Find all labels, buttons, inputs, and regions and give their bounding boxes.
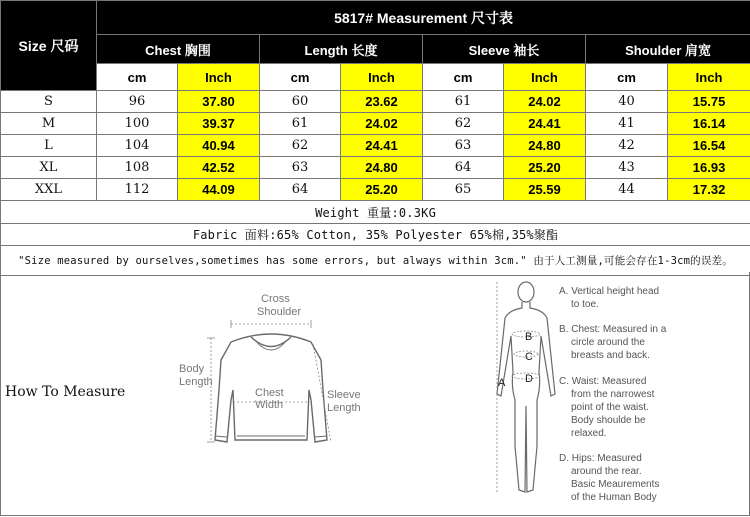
value-cell: 64 xyxy=(260,179,341,201)
note-d-line-2: around the rear. xyxy=(571,466,642,477)
group-shoulder: Shoulder 肩宽 xyxy=(586,35,750,64)
group-sleeve: Sleeve 袖长 xyxy=(423,35,586,64)
unit-inch: Inch xyxy=(504,64,586,91)
body-figure xyxy=(497,282,555,492)
value-cell: 65 xyxy=(423,179,504,201)
table-row xyxy=(1,157,750,179)
note-c-line-4: Body shoulde be xyxy=(571,415,646,426)
note-c-line-1: C. Waist: Measured xyxy=(559,376,647,387)
value-cell: 62 xyxy=(423,113,504,135)
unit-cm: cm xyxy=(586,64,668,91)
unit-cm: cm xyxy=(97,64,178,91)
size-cell: M xyxy=(1,113,97,135)
cross-shoulder-label-1: Cross xyxy=(261,293,290,305)
note-d-line-1: D. Hips: Measured xyxy=(559,453,642,464)
note-d-line-3: Basic Meaurements xyxy=(571,479,660,490)
value-cell: 44 xyxy=(586,179,668,201)
how-to-measure-label: How To Measure xyxy=(5,384,126,400)
size-header: Size 尺码 xyxy=(1,1,97,91)
cross-shoulder-label-2: Shoulder xyxy=(257,306,302,318)
note-b-line-2: circle around the xyxy=(571,337,645,348)
body-length-label-2: Length xyxy=(179,376,213,388)
value-cell: 25.20 xyxy=(341,179,423,201)
value-cell: 40.94 xyxy=(178,135,260,157)
value-cell: 41 xyxy=(586,113,668,135)
body-length-label-1: Body xyxy=(179,363,205,375)
value-cell: 40 xyxy=(586,91,668,113)
value-cell: 16.14 xyxy=(668,113,750,135)
value-cell: 23.62 xyxy=(341,91,423,113)
value-cell: 96 xyxy=(97,91,178,113)
marker-c: C xyxy=(525,351,533,363)
note-d-line-4: of the Human Body xyxy=(571,492,657,503)
value-cell: 25.59 xyxy=(504,179,586,201)
chest-width-label-2: Width xyxy=(255,399,284,411)
value-cell: 42 xyxy=(586,135,668,157)
note-a-line-2: to toe. xyxy=(571,299,599,310)
group-chest: Chest 胸围 xyxy=(97,35,260,64)
unit-inch: Inch xyxy=(341,64,423,91)
size-cell: S xyxy=(1,91,97,113)
value-cell: 61 xyxy=(260,113,341,135)
note-c-line-5: relaxed. xyxy=(571,428,607,439)
value-cell: 100 xyxy=(97,113,178,135)
value-cell: 24.80 xyxy=(504,135,586,157)
value-cell: 44.09 xyxy=(178,179,260,201)
value-cell: 15.75 xyxy=(668,91,750,113)
value-cell: 24.41 xyxy=(504,113,586,135)
group-length: Length 长度 xyxy=(260,35,423,64)
note-c-line-2: from the narrowest xyxy=(571,389,655,400)
note-c-line-3: point of the waist. xyxy=(571,402,649,413)
note-a-line-1: A. Vertical height head xyxy=(559,286,660,297)
sweater-diagram xyxy=(171,290,371,460)
size-cell: L xyxy=(1,135,97,157)
table-row xyxy=(1,135,750,157)
value-cell: 63 xyxy=(423,135,504,157)
value-cell: 108 xyxy=(97,157,178,179)
value-cell: 24.80 xyxy=(341,157,423,179)
unit-inch: Inch xyxy=(668,64,750,91)
size-cell: XL xyxy=(1,157,97,179)
size-cell: XXL xyxy=(1,179,97,201)
value-cell: 24.02 xyxy=(341,113,423,135)
disclaimer-note: "Size measured by ourselves,sometimes has some errors, but always within 3cm." 由于人工测量,可能会存在1-3cm的误差。 xyxy=(1,246,750,276)
unit-inch: Inch xyxy=(178,64,260,91)
marker-d: D xyxy=(525,373,533,385)
sleeve-length-label-1: Sleeve xyxy=(327,389,361,401)
value-cell: 37.80 xyxy=(178,91,260,113)
marker-a: A xyxy=(498,377,506,389)
note-b-line-1: B. Chest: Measured in a xyxy=(559,324,667,335)
value-cell: 17.32 xyxy=(668,179,750,201)
how-to-measure-panel xyxy=(0,272,750,516)
value-cell: 61 xyxy=(423,91,504,113)
value-cell: 64 xyxy=(423,157,504,179)
value-cell: 16.54 xyxy=(668,135,750,157)
value-cell: 39.37 xyxy=(178,113,260,135)
value-cell: 16.93 xyxy=(668,157,750,179)
value-cell: 112 xyxy=(97,179,178,201)
weight-note: Weight 重量:0.3KG xyxy=(1,201,750,224)
fabric-note: Fabric 面料:65% Cotton, 35% Polyester 65%棉,35%聚酯 xyxy=(1,224,750,246)
table-row xyxy=(1,179,750,201)
value-cell: 63 xyxy=(260,157,341,179)
sleeve-length-label-2: Length xyxy=(327,402,361,414)
table-row xyxy=(1,113,750,135)
value-cell: 42.52 xyxy=(178,157,260,179)
chest-width-label-1: Chest xyxy=(255,387,284,399)
value-cell: 25.20 xyxy=(504,157,586,179)
value-cell: 62 xyxy=(260,135,341,157)
measure-guides xyxy=(207,320,331,442)
value-cell: 24.02 xyxy=(504,91,586,113)
value-cell: 60 xyxy=(260,91,341,113)
value-cell: 104 xyxy=(97,135,178,157)
marker-b: B xyxy=(525,331,533,343)
unit-cm: cm xyxy=(260,64,341,91)
unit-cm: cm xyxy=(423,64,504,91)
value-cell: 24.41 xyxy=(341,135,423,157)
value-cell: 43 xyxy=(586,157,668,179)
table-title: 5817# Measurement 尺寸表 xyxy=(97,1,750,35)
note-b-line-3: breasts and back. xyxy=(571,350,650,361)
table-row xyxy=(1,91,750,113)
body-notes xyxy=(557,280,687,506)
